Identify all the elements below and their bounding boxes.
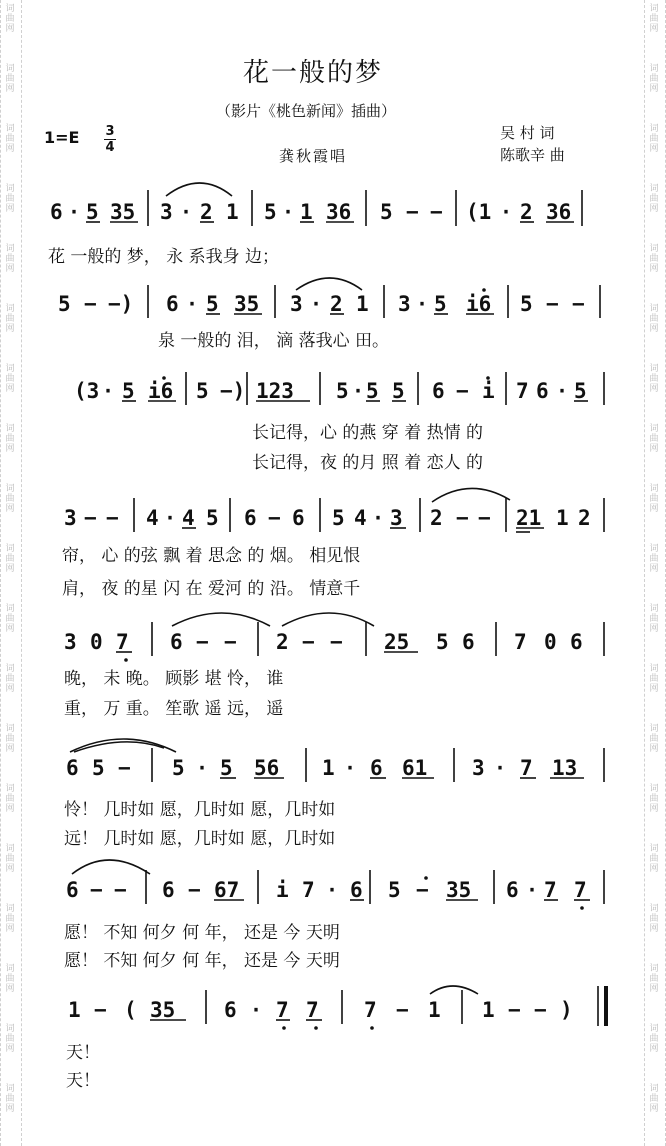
lyric-line-8a: 天！ [66, 1043, 100, 1063]
svg-text:−: − [456, 379, 469, 403]
watermark-text: 词 曲 网 [5, 784, 15, 814]
svg-text:−: − [268, 506, 281, 530]
lyric-line-7b: 愿！ 不知 何夕 何 年， 还是 今 天明 [64, 951, 340, 971]
svg-text:2: 2 [520, 200, 533, 224]
svg-text:123: 123 [256, 379, 294, 403]
svg-text:13: 13 [552, 756, 578, 780]
svg-text:·: · [196, 756, 209, 780]
svg-text:1: 1 [68, 998, 81, 1022]
svg-text:−: − [534, 998, 547, 1022]
key-signature: 1=E [44, 128, 80, 147]
svg-text:·: · [494, 756, 507, 780]
svg-text:5: 5 [392, 379, 405, 403]
svg-text:5: 5 [196, 379, 209, 403]
watermark-text: 词 曲 网 [649, 424, 659, 454]
svg-text:·: · [282, 200, 295, 224]
svg-text:6: 6 [224, 998, 237, 1022]
svg-text:6: 6 [244, 506, 257, 530]
watermark-text: 词 曲 网 [5, 604, 15, 634]
svg-text:−: − [456, 506, 469, 530]
svg-text:1: 1 [322, 756, 335, 780]
svg-text:): ) [560, 998, 573, 1022]
watermark-text: 词 曲 网 [649, 1084, 659, 1114]
svg-text:·: · [526, 878, 539, 902]
watermark-text: 词 曲 网 [649, 244, 659, 274]
watermark-text: 词 曲 网 [649, 184, 659, 214]
svg-text:5: 5 [366, 379, 379, 403]
svg-text:0: 0 [544, 630, 557, 654]
svg-text:21: 21 [516, 506, 542, 530]
time-signature-bottom: 4 [105, 140, 115, 155]
svg-text:5: 5 [574, 379, 587, 403]
svg-text:4: 4 [182, 506, 195, 530]
svg-text:5: 5 [122, 379, 135, 403]
svg-text:3: 3 [64, 630, 77, 654]
watermark-text: 词 曲 网 [5, 544, 15, 574]
svg-text:6: 6 [432, 379, 445, 403]
svg-text:1: 1 [356, 292, 369, 316]
svg-text:5: 5 [332, 506, 345, 530]
watermark-text: 词 曲 网 [649, 304, 659, 334]
svg-text:7: 7 [516, 379, 529, 403]
svg-text:−): −) [220, 379, 246, 403]
svg-text:5: 5 [206, 506, 219, 530]
svg-text:·: · [500, 200, 513, 224]
time-signature-top: 3 [105, 124, 115, 139]
svg-text:2: 2 [200, 200, 213, 224]
watermark-text: 词 曲 网 [5, 184, 15, 214]
svg-text:−: − [302, 630, 315, 654]
svg-text:·: · [180, 200, 193, 224]
svg-text:7: 7 [514, 630, 527, 654]
svg-text:7: 7 [116, 630, 129, 654]
svg-text:−: − [114, 878, 127, 902]
svg-text:·: · [556, 379, 569, 403]
svg-text:4: 4 [354, 506, 367, 530]
svg-text:·: · [186, 292, 199, 316]
svg-text:·: · [310, 292, 323, 316]
svg-text:3: 3 [472, 756, 485, 780]
lyric-line-6a: 怜！ 几时如 愿，几时如 愿，几时如 [64, 800, 336, 820]
svg-text:·: · [250, 998, 263, 1022]
lyric-line-2: 泉 一般的 泪， 滴 落我心 田。 [158, 331, 390, 351]
svg-text:7: 7 [306, 998, 319, 1022]
watermark-text: 词 曲 网 [5, 124, 15, 154]
svg-text:1: 1 [482, 998, 495, 1022]
svg-text:−: − [330, 630, 343, 654]
watermark-text: 词 曲 网 [649, 364, 659, 394]
lyric-line-4a: 帘， 心 的弦 飘 着 思念 的 烟。 相见恨 [62, 546, 361, 566]
svg-text:−: − [84, 506, 97, 530]
svg-text:−: − [478, 506, 491, 530]
svg-text:−: − [572, 292, 585, 316]
svg-text:6: 6 [170, 630, 183, 654]
svg-text:5: 5 [380, 200, 393, 224]
svg-text:5: 5 [58, 292, 71, 316]
svg-text:5: 5 [172, 756, 185, 780]
svg-text:25: 25 [384, 630, 410, 654]
svg-text:6: 6 [350, 878, 363, 902]
svg-text:−: − [118, 756, 131, 780]
watermark-text: 词 曲 网 [649, 544, 659, 574]
svg-text:i: i [482, 379, 495, 403]
svg-text:−: − [106, 506, 119, 530]
watermark-text: 词 曲 网 [649, 484, 659, 514]
svg-text:36: 36 [546, 200, 572, 224]
watermark-text: 词 曲 网 [5, 4, 15, 34]
svg-text:35: 35 [446, 878, 472, 902]
svg-text:6: 6 [66, 878, 79, 902]
svg-text:36: 36 [326, 200, 352, 224]
svg-text:2: 2 [430, 506, 443, 530]
watermark-text: 词 曲 网 [5, 484, 15, 514]
watermark-text: 词 曲 网 [5, 844, 15, 874]
svg-text:6: 6 [166, 292, 179, 316]
svg-text:(3: (3 [74, 379, 100, 403]
svg-text:3: 3 [64, 506, 77, 530]
svg-text:i6: i6 [466, 292, 492, 316]
svg-text:·: · [416, 292, 429, 316]
watermark-text: 词 曲 网 [649, 904, 659, 934]
svg-text:1: 1 [300, 200, 313, 224]
watermark-text: 词 曲 网 [649, 1024, 659, 1054]
svg-text:(: ( [124, 998, 137, 1022]
watermark-text: 词 曲 网 [5, 664, 15, 694]
song-subtitle: （影片《桃色新闻》插曲） [216, 102, 397, 120]
watermark-text: 词 曲 网 [5, 304, 15, 334]
svg-text:−: − [84, 292, 97, 316]
svg-text:35: 35 [110, 200, 136, 224]
svg-text:−: − [416, 878, 429, 902]
svg-text:−: − [90, 878, 103, 902]
svg-text:−: − [406, 200, 419, 224]
watermark-text: 词 曲 网 [5, 1024, 15, 1054]
svg-text:2: 2 [330, 292, 343, 316]
lyric-line-6b: 远！ 几时如 愿，几时如 愿，几时如 [64, 829, 336, 849]
svg-text:5: 5 [520, 292, 533, 316]
watermark-text: 词 曲 网 [649, 784, 659, 814]
svg-text:5: 5 [86, 200, 99, 224]
watermark-text: 词 曲 网 [5, 1084, 15, 1114]
svg-text:6: 6 [370, 756, 383, 780]
lyric-line-5b: 重， 万 重。 笙歌 遥 远， 遥 [64, 699, 284, 719]
svg-text:6: 6 [462, 630, 475, 654]
svg-text:6: 6 [50, 200, 63, 224]
svg-text:3: 3 [290, 292, 303, 316]
svg-text:5: 5 [336, 379, 349, 403]
svg-text:5: 5 [264, 200, 277, 224]
svg-text:6: 6 [292, 506, 305, 530]
svg-text:−: − [94, 998, 107, 1022]
svg-text:4: 4 [146, 506, 159, 530]
svg-text:−): −) [108, 292, 134, 316]
watermark-text: 词 曲 网 [649, 844, 659, 874]
lyric-line-4b: 肩， 夜 的星 闪 在 爱河 的 沿。 情意千 [62, 579, 361, 599]
watermark-text: 词 曲 网 [5, 964, 15, 994]
watermark-text: 词 曲 网 [649, 4, 659, 34]
svg-text:−: − [188, 878, 201, 902]
svg-text:6: 6 [162, 878, 175, 902]
svg-text:35: 35 [234, 292, 260, 316]
watermark-text: 词 曲 网 [649, 664, 659, 694]
svg-text:7: 7 [276, 998, 289, 1022]
svg-text:−: − [508, 998, 521, 1022]
svg-text:3: 3 [390, 506, 403, 530]
svg-text:1: 1 [226, 200, 239, 224]
svg-text:·: · [344, 756, 357, 780]
svg-text:0: 0 [90, 630, 103, 654]
lyric-line-8b: 天！ [66, 1071, 100, 1091]
svg-text:3: 3 [160, 200, 173, 224]
svg-text:i: i [276, 878, 289, 902]
svg-text:·: · [352, 379, 365, 403]
svg-text:6: 6 [66, 756, 79, 780]
svg-text:7: 7 [520, 756, 533, 780]
svg-text:7: 7 [364, 998, 377, 1022]
svg-text:·: · [68, 200, 81, 224]
svg-text:35: 35 [150, 998, 176, 1022]
singer-credit: 龚秋霞唱 [279, 147, 348, 165]
svg-text:6: 6 [506, 878, 519, 902]
svg-text:1: 1 [428, 998, 441, 1022]
svg-text:5: 5 [434, 292, 447, 316]
svg-text:−: − [546, 292, 559, 316]
watermark-text: 词 曲 网 [649, 604, 659, 634]
lyric-line-1: 花 一般的 梦， 永 系我身 边； [48, 247, 280, 267]
watermark-text: 词 曲 网 [5, 364, 15, 394]
svg-text:5: 5 [206, 292, 219, 316]
composer-credit: 陈歌辛 曲 [500, 146, 565, 164]
watermark-text: 词 曲 网 [5, 424, 15, 454]
watermark-text: 词 曲 网 [649, 64, 659, 94]
watermark-text: 词 曲 网 [5, 244, 15, 274]
svg-text:2: 2 [276, 630, 289, 654]
watermark-text: 词 曲 网 [5, 904, 15, 934]
svg-text:·: · [164, 506, 177, 530]
svg-text:67: 67 [214, 878, 240, 902]
svg-text:·: · [372, 506, 385, 530]
watermark-text: 词 曲 网 [5, 64, 15, 94]
watermark-text: 词 曲 网 [5, 724, 15, 754]
watermark-text: 词 曲 网 [649, 124, 659, 154]
svg-text:1: 1 [556, 506, 569, 530]
svg-text:3: 3 [398, 292, 411, 316]
svg-text:6: 6 [570, 630, 583, 654]
lyric-line-3b: 长记得，夜 的月 照 着 恋人 的 [252, 453, 484, 473]
watermark-text: 词 曲 网 [649, 964, 659, 994]
song-title: 花一般的梦 [243, 58, 384, 88]
svg-text:5: 5 [92, 756, 105, 780]
lyricist-credit: 吴 村 词 [500, 124, 555, 142]
lyric-line-7a: 愿！ 不知 何夕 何 年， 还是 今 天明 [64, 923, 340, 943]
svg-text:5: 5 [220, 756, 233, 780]
svg-text:−: − [196, 630, 209, 654]
svg-text:61: 61 [402, 756, 428, 780]
svg-text:6: 6 [536, 379, 549, 403]
lyric-line-3a: 长记得，心 的燕 穿 着 热情 的 [252, 423, 484, 443]
svg-text:i6: i6 [148, 379, 174, 403]
svg-text:7: 7 [544, 878, 557, 902]
svg-text:−: − [430, 200, 443, 224]
watermark-text: 词 曲 网 [649, 724, 659, 754]
svg-text:7: 7 [302, 878, 315, 902]
lyric-line-5a: 晚， 未 晚。 顾影 堪 怜， 谁 [64, 669, 284, 689]
svg-text:·: · [326, 878, 339, 902]
svg-text:5: 5 [388, 878, 401, 902]
svg-text:−: − [396, 998, 409, 1022]
svg-text:5: 5 [436, 630, 449, 654]
svg-text:−: − [224, 630, 237, 654]
svg-text:56: 56 [254, 756, 280, 780]
svg-text:(1: (1 [466, 200, 492, 224]
svg-text:7: 7 [574, 878, 587, 902]
svg-text:2: 2 [578, 506, 591, 530]
svg-text:·: · [102, 379, 115, 403]
